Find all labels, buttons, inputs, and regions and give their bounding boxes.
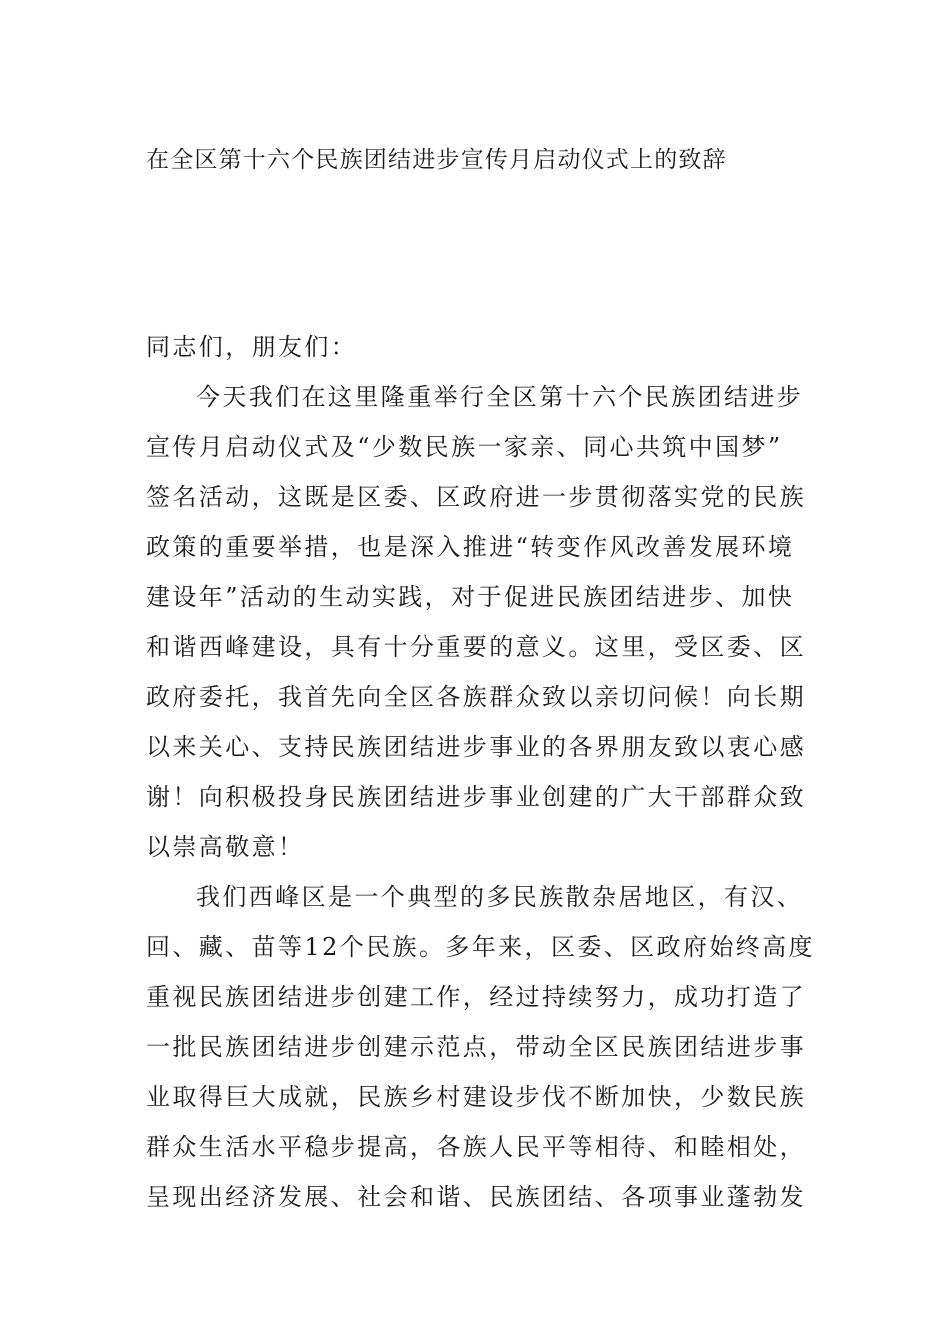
paragraph-line: 宣传月启动仪式及“少数民族一家亲、同心共筑中国梦” — [146, 433, 783, 461]
paragraph-line: 回、藏、苗等12个民族。多年来，区委、区政府始终高度 — [146, 933, 815, 961]
paragraph-line: 政府委托，我首先向全区各族群众致以亲切问候！向长期 — [146, 683, 806, 711]
paragraph-line: 签名活动，这既是区委、区政府进一步贯彻落实党的民族 — [146, 483, 806, 511]
paragraph-line: 业取得巨大成就，民族乡村建设步伐不断加快，少数民族 — [146, 1083, 806, 1111]
document-title: 在全区第十六个民族团结进步宣传月启动仪式上的致辞 — [146, 147, 727, 173]
paragraph-line: 群众生活水平稳步提高，各族人民平等相待、和睦相处， — [146, 1133, 806, 1161]
paragraph-line: 重视民族团结进步创建工作，经过持续努力，成功打造了 — [146, 983, 806, 1011]
paragraph-2 — [146, 872, 815, 1222]
paragraph-line: 以崇高敬意！ — [146, 833, 305, 861]
paragraph-line: 政策的重要举措，也是深入推进“转变作风改善发展环境 — [146, 533, 795, 561]
document-body — [146, 322, 815, 1222]
paragraph-line: 我们西峰区是一个典型的多民族散杂居地区，有汉、 — [196, 883, 804, 911]
paragraph-line: 谢！向积极投身民族团结进步事业创建的广大干部群众致 — [146, 783, 806, 811]
paragraph-line: 和谐西峰建设，具有十分重要的意义。这里，受区委、区 — [146, 633, 806, 661]
paragraph-line: 以来关心、支持民族团结进步事业的各界朋友致以衷心感 — [146, 733, 806, 761]
paragraph-line: 今天我们在这里隆重举行全区第十六个民族团结进步 — [196, 383, 804, 411]
paragraph-1 — [146, 372, 806, 872]
salutation: 同志们，朋友们： — [146, 333, 358, 361]
paragraph-line: 呈现出经济发展、社会和谐、民族团结、各项事业蓬勃发 — [146, 1183, 806, 1211]
paragraph-line: 建设年”活动的生动实践，对于促进民族团结进步、加快 — [146, 583, 795, 611]
paragraph-line: 一批民族团结进步创建示范点，带动全区民族团结进步事 — [146, 1033, 806, 1061]
